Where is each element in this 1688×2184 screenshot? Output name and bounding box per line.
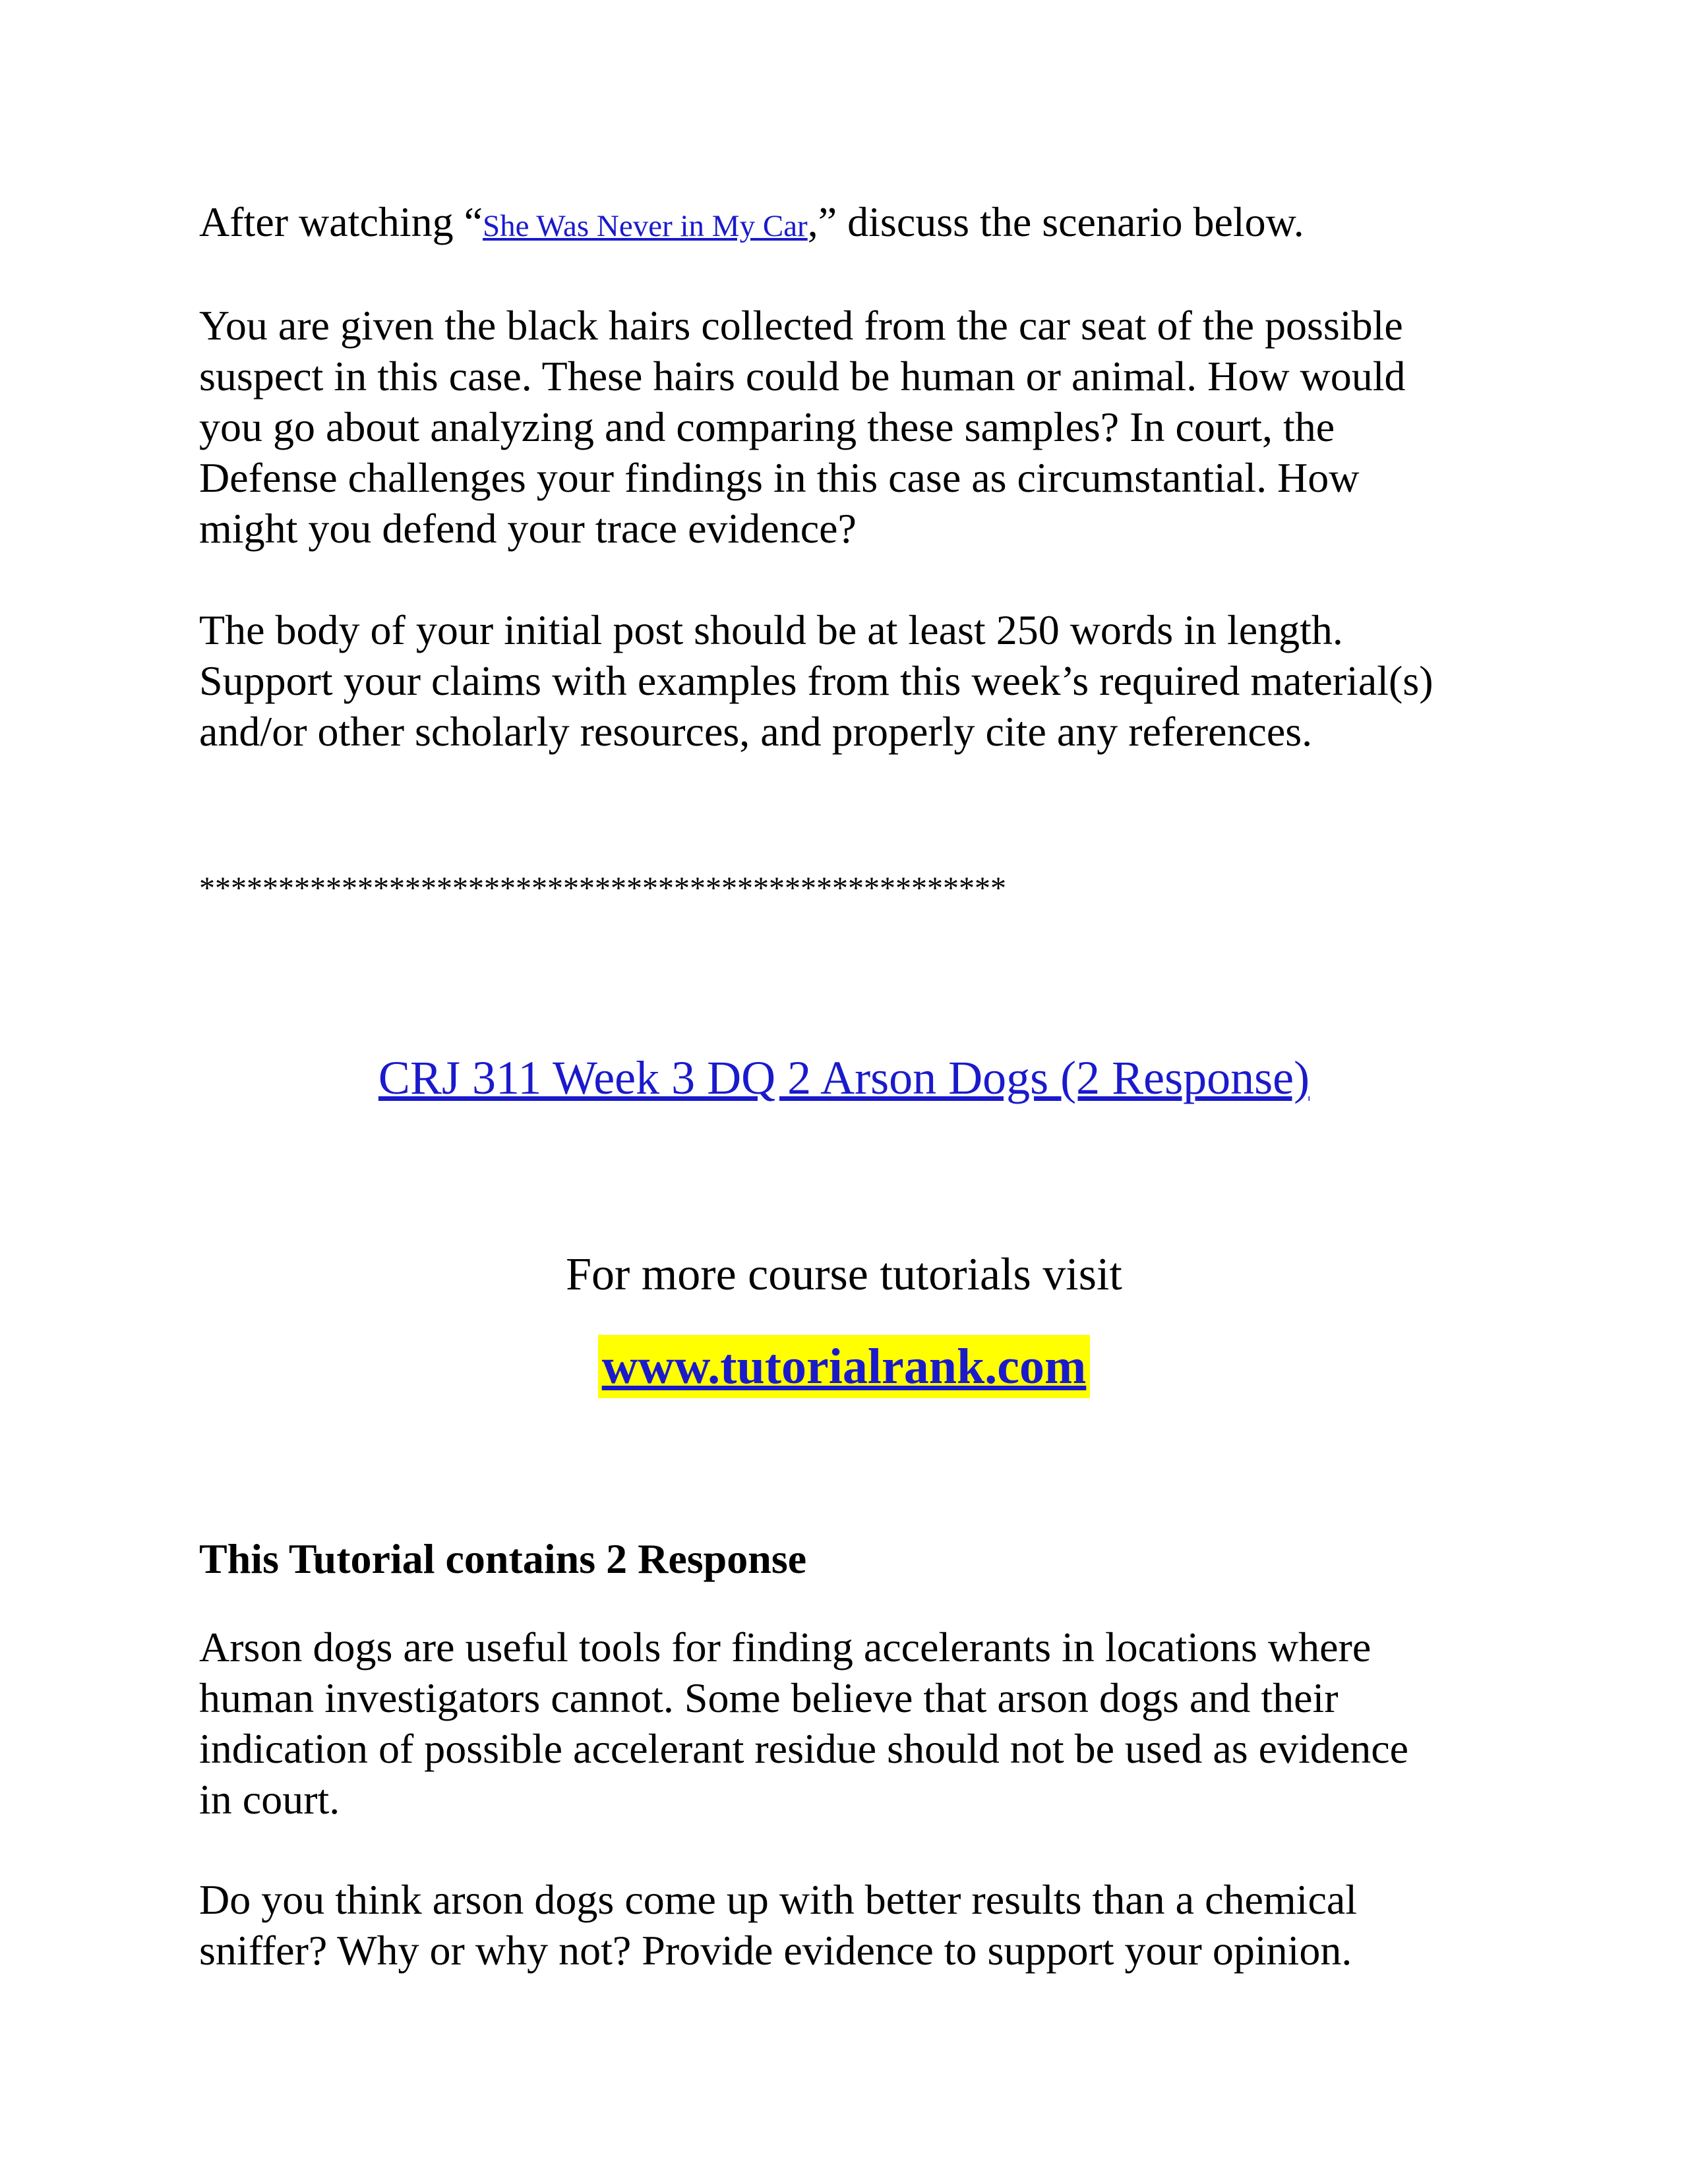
arson-paragraph — [199, 1622, 1538, 1825]
question-line: sniffer? Why or why not? Provide evidence to support your opinion. — [199, 1927, 1352, 1974]
scenario-paragraph — [199, 300, 1538, 554]
intro-suffix: ,” discuss the scenario below. — [807, 198, 1304, 245]
scenario-line: suspect in this case. These hairs could be human or animal. How would — [199, 353, 1406, 399]
requirements-line: The body of your initial post should be at least 250 words in length. — [199, 606, 1343, 653]
question-paragraph — [199, 1874, 1538, 1976]
video-link[interactable]: She Was Never in My Car — [483, 209, 808, 243]
scenario-line: Defense challenges your findings in this case as circumstantial. How — [199, 454, 1360, 501]
scenario-line: you go about analyzing and comparing these samples? In court, the — [199, 403, 1335, 450]
course-link[interactable]: CRJ 311 Week 3 DQ 2 Arson Dogs (2 Response) — [378, 1051, 1310, 1104]
arson-line: indication of possible accelerant residue should not be used as evidence — [199, 1725, 1409, 1772]
website-block — [0, 1335, 1688, 1398]
requirements-line: and/or other scholarly resources, and properly cite any references. — [199, 708, 1313, 755]
requirements-paragraph — [199, 605, 1538, 757]
requirements-line: Support your claims with examples from this week’s required material(s) — [199, 657, 1433, 704]
arson-line: in court. — [199, 1776, 340, 1823]
arson-line: human investigators cannot. Some believe that arson dogs and their — [199, 1674, 1339, 1721]
scenario-line: You are given the black hairs collected from the car seat of the possible — [199, 302, 1403, 349]
intro-paragraph — [199, 196, 1538, 252]
course-link-block — [0, 1048, 1688, 1107]
website-link[interactable]: www.tutorialrank.com — [598, 1335, 1091, 1398]
separator-stars: *************************************************** — [199, 871, 1006, 906]
question-line: Do you think arson dogs come up with better results than a chemical — [199, 1876, 1358, 1923]
visit-text: For more course tutorials visit — [566, 1249, 1122, 1300]
tutorial-heading: This Tutorial contains 2 Response — [199, 1535, 807, 1582]
scenario-line: might you defend your trace evidence? — [199, 505, 857, 552]
intro-prefix: After watching “ — [199, 198, 483, 245]
arson-line: Arson dogs are useful tools for finding accelerants in locations where — [199, 1624, 1372, 1670]
